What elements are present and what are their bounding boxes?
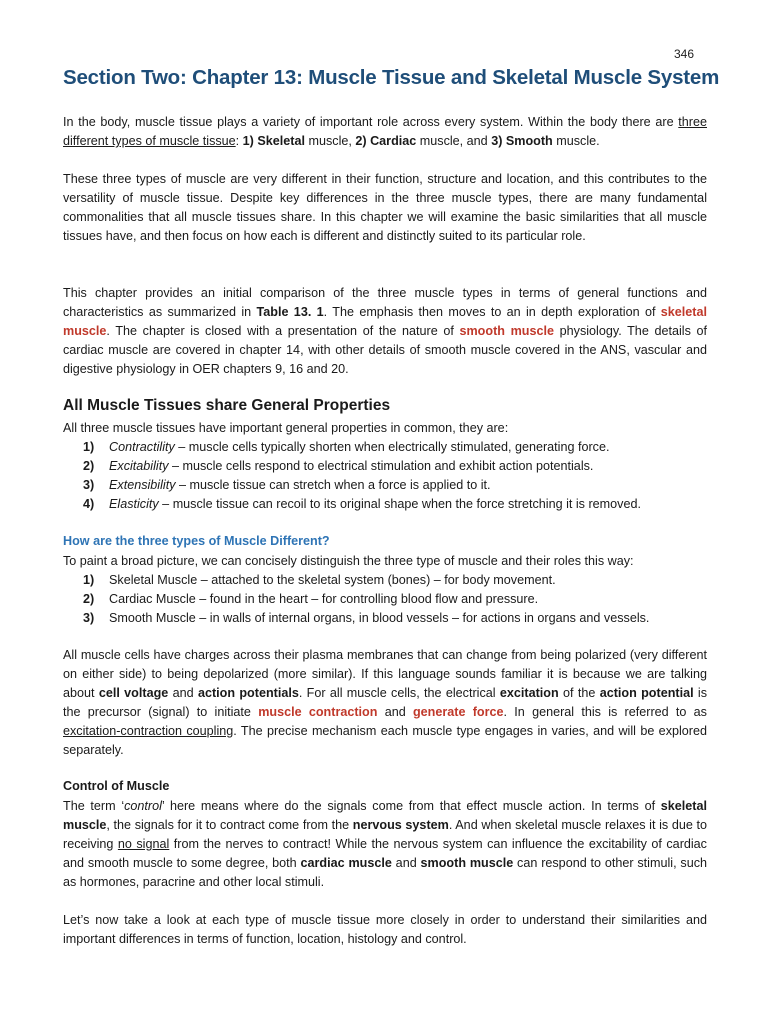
membrane-charges-paragraph: All muscle cells have charges across their plasma membranes that can change from being polarized (very different on either side) to being depolarized (more similar). If this language sounds familiar it is because we are talking about cell voltage and action potentials. For all muscle cells, the electrical excitation of the action potential is the precursor (signal) to initiate muscle contraction and generate force. In general this is referred to as excitation-contraction coupling. The precise mechanism each muscle type engages in varies, and will be explored separately. [63,648,708,757]
muscle-differences-intro: To paint a broad picture, we can concisely distinguish the three type of muscle and their roles this way: [63,554,634,568]
highlight-generate-force: generate force [412,705,504,719]
list-item: 2) Excitability – muscle cells respond to electrical stimulation and exhibit action potentials. [83,459,594,473]
underlined-phrase: excitation-contraction coupling [63,724,234,738]
chapter-overview-paragraph: This chapter provides an initial comparison of the three muscle types in terms of general functions and characteristics as summarized in Table 13. 1. The emphasis then moves to an in depth exploration of skeletal muscle. The chapter is closed with a presentation of the nature of smooth muscle physiology. The details of cardiac muscle are covered in chapter 14, with other details of smooth muscle covered in the ANS, vascular and digestive physiology in OER chapters 9, 16 and 20. [63,286,708,376]
list-item: 1) Contractility – muscle cells typically shorten when electrically stimulated, generating force. [83,440,610,454]
list-item: 3) Extensibility – muscle tissue can stretch when a force is applied to it. [83,478,491,492]
general-properties-block [63,419,707,514]
underlined-phrase: no signal [117,837,170,851]
list-item: 4) Elasticity – muscle tissue can recoil to its original shape when the force stretching it is removed. [83,497,641,511]
control-paragraph: The term ‘control’ here means where do the signals come from that effect muscle action. In terms of skeletal muscle, the signals for it to contract come from the nervous system. And when skeletal muscle relaxes it is due to receiving no signal from the nerves to contract! While the nervous system can influence the excitability of cardiac and smooth muscle to some degree, both cardiac muscle and smooth muscle can respond to other stimuli, such as hormones, paracrine and other local stimuli. [63,799,708,889]
list-item: 2) Cardiac Muscle – found in the heart – for controlling blood flow and pressure. [83,592,539,606]
properties-list [63,438,707,514]
closing-paragraph: Let’s now take a look at each type of muscle tissue more closely in order to understand their similarities and important differences in terms of function, location, histology and control. [63,913,707,946]
control-heading: Control of Muscle [63,779,170,793]
highlight-skeletal-muscle: skeletal muscle [63,305,708,338]
chapter-title: Section Two: Chapter 13: Muscle Tissue and Skeletal Muscle System [63,66,720,89]
muscle-differences-block [63,552,707,628]
differences-paragraph: These three types of muscle are very different in their function, structure and location, and this contributes to the versatility of muscle tissue. Despite key differences in the three muscle types, there are many fundamental commonalities that all muscle tissues share. In this chapter we will examine the basic similarities that all muscle tissues have, and then focus on how each is different and distinctly suited to its particular role. [63,172,707,243]
list-item: 1) Skeletal Muscle – attached to the skeletal system (bones) – for body movement. [83,573,556,587]
highlight-muscle-contraction: muscle contraction [258,705,378,719]
muscle-types-list [63,571,707,628]
page-number: 346 [673,47,694,61]
general-properties-heading: All Muscle Tissues share General Properties [63,397,391,414]
general-properties-intro: All three muscle tissues have important general properties in common, they are: [63,421,509,435]
muscle-differences-heading: How are the three types of Muscle Different? [63,534,330,548]
intro-paragraph: In the body, muscle tissue plays a variety of important role across every system. Within the body there are three different types of muscle tissue: 1) Skeletal muscle, 2) Cardiac muscle, and 3) Smooth muscle. [63,115,707,148]
highlight-smooth-muscle: smooth muscle [459,324,554,338]
underlined-phrase: three different types of muscle tissue [63,115,707,148]
list-item: 3) Smooth Muscle – in walls of internal organs, in blood vessels – for actions in organs and vessels. [83,611,650,625]
